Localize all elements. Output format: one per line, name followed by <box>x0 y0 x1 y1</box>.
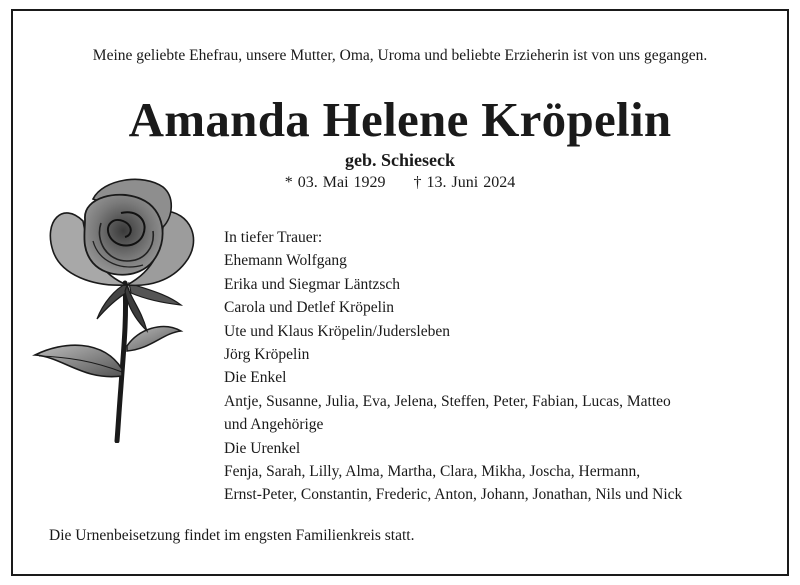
list-item: Ute und Klaus Kröpelin/Judersleben <box>224 322 450 340</box>
deceased-name: Amanda Helene Kröpelin <box>128 92 672 147</box>
death-date: † 13. Juni 2024 <box>413 174 516 191</box>
rose-icon <box>23 171 198 443</box>
list-item: Ehemann Wolfgang <box>224 252 347 270</box>
list-item: Ernst-Peter, Constantin, Frederic, Anton, Johann, Jonathan, Nils und Nick <box>224 486 683 504</box>
list-item: Jörg Kröpelin <box>224 346 310 364</box>
mourners-list <box>224 226 774 507</box>
birth-name: geb. Schieseck <box>345 150 455 170</box>
list-item: Die Enkel <box>224 369 287 387</box>
list-item: und Angehörige <box>224 416 324 434</box>
closing-text: Die Urnenbeisetzung findet im engsten Familienkreis statt. <box>49 527 415 544</box>
mourners-heading: In tiefer Trauer: <box>224 229 323 246</box>
intro-text: Meine geliebte Ehefrau, unsere Mutter, Oma, Uroma und beliebte Erzieherin ist von uns gegangen. <box>92 47 708 64</box>
list-item: Fenja, Sarah, Lilly, Alma, Martha, Clara, Mikha, Joscha, Hermann, <box>224 463 641 481</box>
list-item: Antje, Susanne, Julia, Eva, Jelena, Steffen, Peter, Fabian, Lucas, Matteo <box>224 392 671 410</box>
list-item: Carola und Detlef Kröpelin <box>224 299 395 317</box>
birth-date: * 03. Mai 1929 <box>284 174 386 191</box>
list-item: Erika und Siegmar Läntzsch <box>224 275 401 293</box>
list-item: Die Urenkel <box>224 439 301 457</box>
obituary-notice <box>11 9 789 576</box>
